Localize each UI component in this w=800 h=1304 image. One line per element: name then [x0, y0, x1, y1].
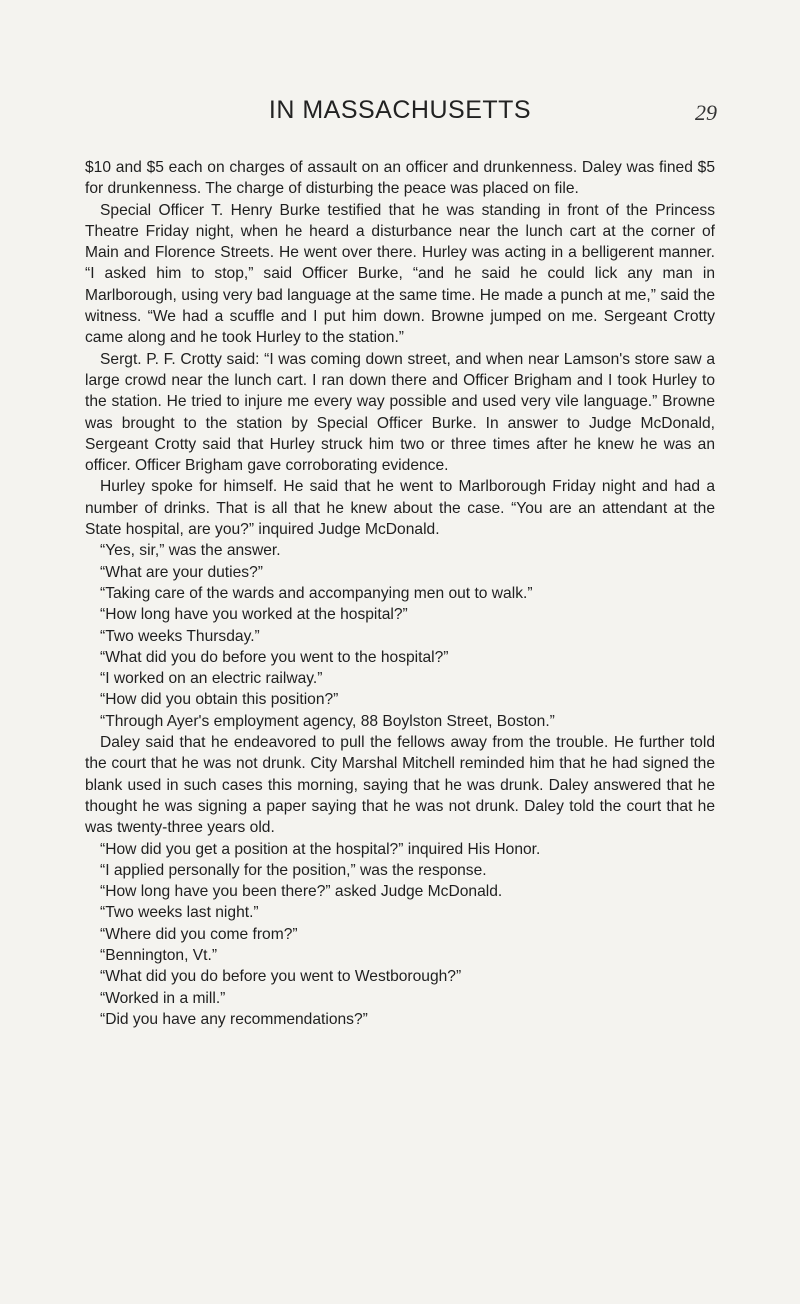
paragraph: Special Officer T. Henry Burke testified that he was standing in front of the Princess Theatre Friday night, when he heard a disturbance near the lunch cart at the corner of Main and Florence Streets. He went over there. Hurley was acting in a belligerent manner. “I asked him to stop,” said Officer Burke, “and he said he could lick any man in Marlborough, using very bad language at the same time. He made a punch at me,” said the witness. “We had a scuffle and I put him down. Browne jumped on me. Sergeant Crotty came along and he took Hurley to the station.”: [85, 201, 715, 347]
dialogue-line: “How did you get a position at the hospital?” inquired His Honor.: [100, 840, 541, 858]
dialogue-line: “I applied personally for the position,” was the response.: [100, 861, 487, 879]
paragraph: Daley said that he endeavored to pull the fellows away from the trouble. He further told the court that he was not drunk. City Marshal Mitchell reminded him that he had signed the blank used in such cases this morning, saying that he was drunk. Daley answered that he thought he was signing a paper saying that he was not drunk. Daley told the court that he was twenty-three years old.: [85, 734, 715, 837]
page-number: 29: [695, 100, 717, 125]
dialogue-line: “I worked on an electric railway.”: [100, 670, 323, 688]
body-text: [85, 157, 715, 1030]
dialogue-line: “What did you do before you went to the hospital?”: [100, 648, 449, 666]
dialogue-line: “Where did you come from?”: [100, 925, 298, 943]
dialogue-line: “Through Ayer's employment agency, 88 Boylston Street, Boston.”: [100, 712, 555, 730]
dialogue-line: “Two weeks Thursday.”: [100, 627, 260, 645]
dialogue-line: “How long have you been there?” asked Judge McDonald.: [100, 883, 503, 901]
dialogue-line: “Worked in a mill.”: [100, 989, 226, 1007]
paragraph: Sergt. P. F. Crotty said: “I was coming down street, and when near Lamson's store saw a large crowd near the lunch cart. I ran down there and Officer Brigham and I took Hurley to the station. He tried to injure me every way possible and used very vile language.” Browne was brought to the station by Special Officer Burke. In answer to Judge McDonald, Sergeant Crotty said that Hurley struck him two or three times after he knew he was an officer. Officer Brigham gave corroborating evidence.: [85, 350, 715, 475]
dialogue-line: “How long have you worked at the hospital?”: [100, 606, 408, 624]
page-header: [0, 96, 800, 136]
dialogue-line: “Two weeks last night.”: [100, 904, 259, 922]
running-head: IN MASSACHUSETTS: [268, 96, 532, 124]
dialogue-line: “Bennington, Vt.”: [100, 946, 218, 964]
dialogue-line: “What are your duties?”: [100, 563, 263, 581]
paragraph: $10 and $5 each on charges of assault on an officer and drunkenness. Daley was fined $5 for drunkenness. The charge of disturbing the peace was placed on file.: [85, 159, 715, 198]
dialogue-line: “Did you have any recommendations?”: [100, 1010, 368, 1028]
dialogue-line: “What did you do before you went to Westborough?”: [100, 968, 462, 986]
dialogue-line: “Taking care of the wards and accompanying men out to walk.”: [100, 584, 533, 602]
dialogue-line: “How did you obtain this position?”: [100, 691, 339, 709]
paragraph: Hurley spoke for himself. He said that he went to Marlborough Friday night and had a number of drinks. That is all that he knew about the case. “You are an attendant at the State hospital, are you?” inquired Judge McDonald.: [85, 478, 715, 539]
dialogue-line: “Yes, sir,” was the answer.: [100, 542, 281, 560]
